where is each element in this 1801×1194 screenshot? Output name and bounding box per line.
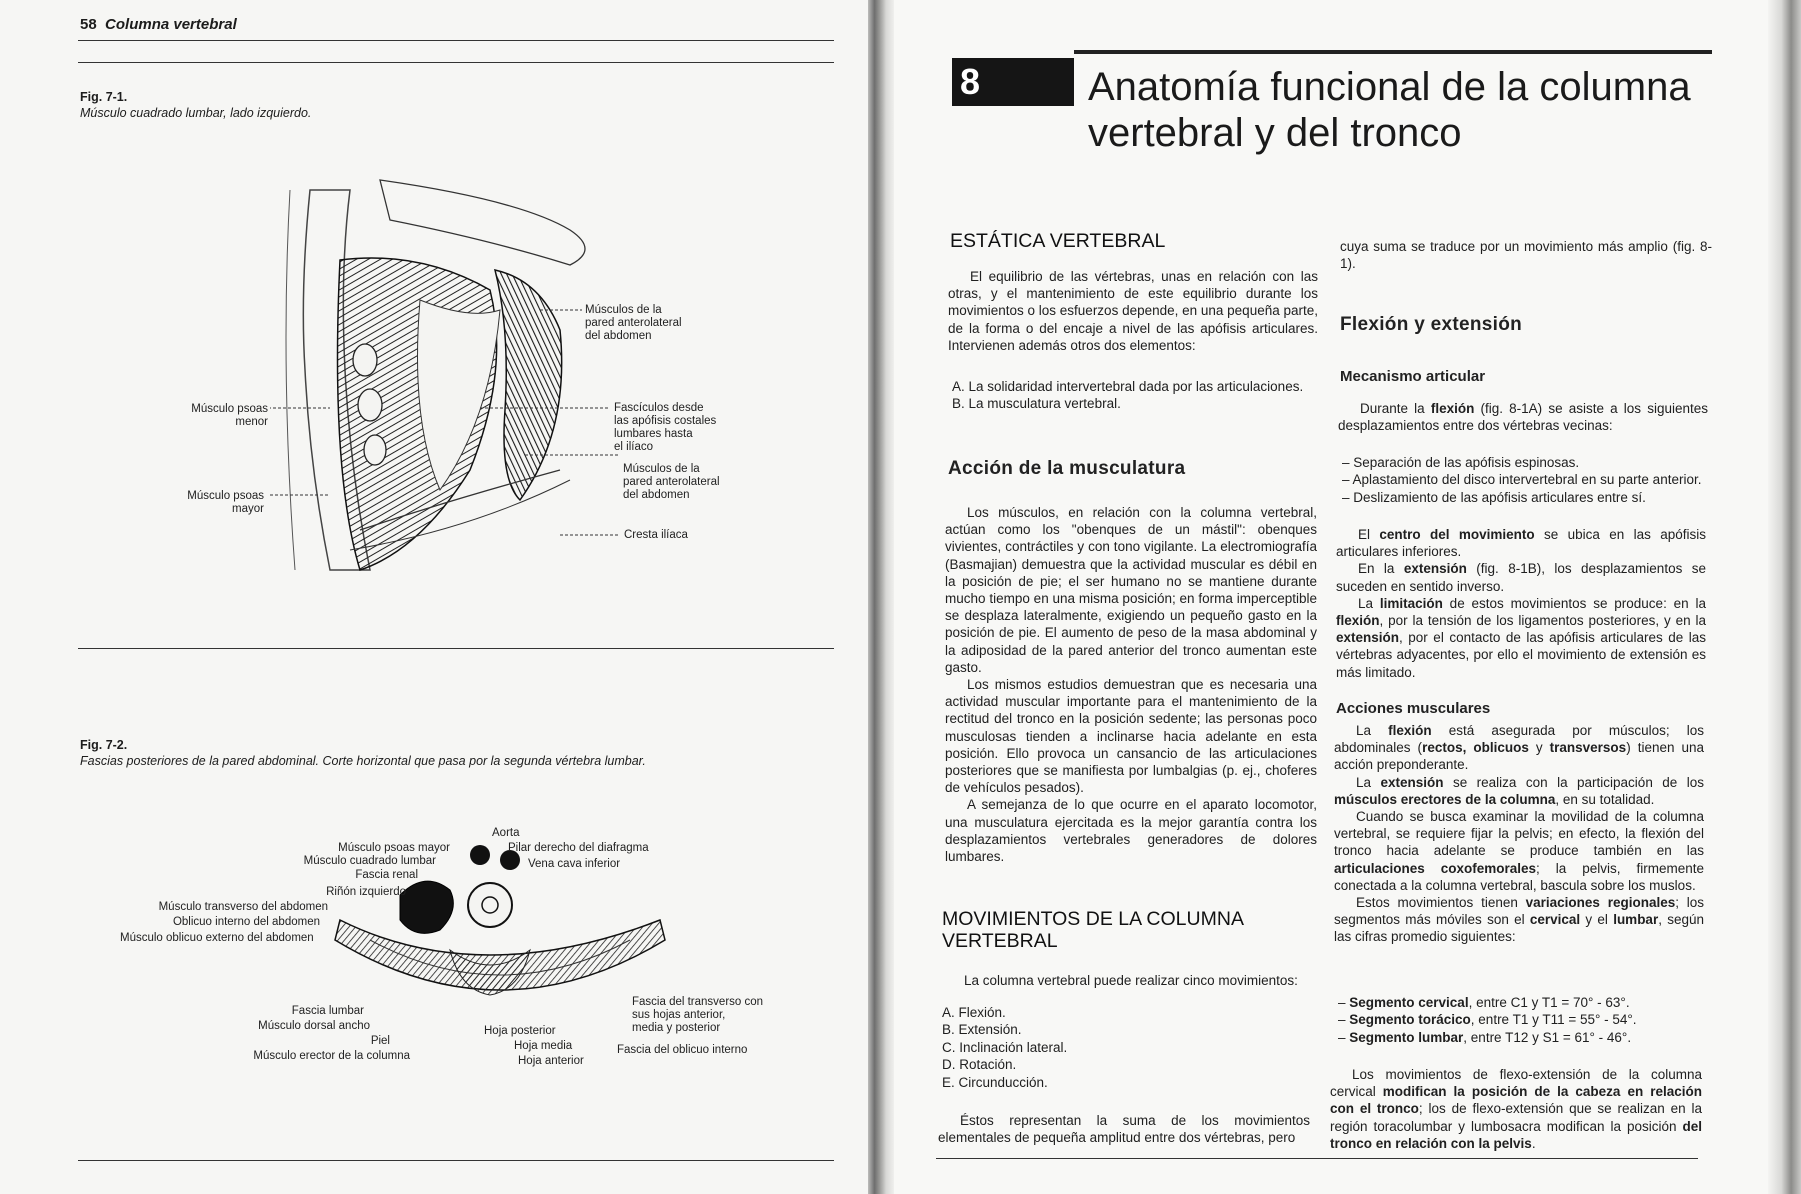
- list-item: – Segmento cervical, entre C1 y T1 = 70° - 63°.: [1338, 994, 1708, 1011]
- header-rule: [78, 40, 834, 41]
- fig2-label: Fig. 7-2.: [80, 738, 128, 752]
- para-accion: Los músculos, en relación con la columna vertebral, actúan como los "obenques de un mástil": obenques vivientes, contráctiles y con tono vigilante. La electromiografía (Basmajian) demuestra que la actividad muscular es débil en la posición de pie; el ser humano no se mantiene durante mucho tiempo en una misma posición; en forma imperceptible se desplaza lateralmente, exigiendo un pequeño gasto en la posición de pie. El aumento de peso de la masa abdominal y la adiposidad de la pared anterior del tronco aumentan este gasto. Los mismos estudios demuestran que es necesaria una actividad muscular importante para el mantenimiento de la rectitud del tronco en la posición sedente; las personas poco musculosas tienden a inclinarse hacia adelante en esta posición. Ello provoca un cansancio de las articulaciones posteriores que se manifiesta por lumbalgias (p. ej., choferes de vehículos pesados). A semejanza de lo que ocurre en el aparato locomotor, una musculatura ejercitada es la mejor garantía contra los desplazamientos vertebrales generadores de dolores lumbares.: [945, 505, 1317, 865]
- list-elements: [952, 378, 1322, 413]
- fig1-label-psoas-mayor: Músculo psoas mayor: [187, 490, 264, 515]
- para-cuya: cuya suma se traduce por un movimiento más amplio (fig. 8-1).: [1340, 239, 1712, 272]
- heading-movimientos: MOVIMIENTOS DE LA COLUMNA VERTEBRAL: [942, 908, 1244, 952]
- list-item: A. La solidaridad intervertebral dada por las articulaciones.: [952, 379, 1304, 394]
- list-item: – Aplastamiento del disco intervertebral en su parte anterior.: [1342, 471, 1714, 488]
- footer-rule: [78, 1160, 834, 1161]
- para-estatica: El equilibrio de las vértebras, unas en relación con las otras, y el mantenimiento de este equilibrio durante los movimientos o los esfuerzos depende, en una pequeña parte, de la forma o del encaje a nivel de las apófisis articulares. Intervienen además otros dos elementos:: [948, 269, 1318, 353]
- list-item: E. Circunducción.: [942, 1074, 1048, 1090]
- fig2-label-dorsal-ancho: Músculo dorsal ancho: [258, 1020, 370, 1032]
- para-movimientos: La columna vertebral puede realizar cinco movimientos:: [964, 973, 1298, 988]
- list-item: – Segmento lumbar, entre T12 y S1 = 61° - 46°.: [1338, 1029, 1708, 1046]
- fig1-label-cresta: Cresta ilíaca: [624, 529, 688, 541]
- list-desplazamientos: [1342, 454, 1714, 506]
- header-rule-2: [78, 62, 834, 63]
- fig2-caption: Fascias posteriores de la pared abdominal. Corte horizontal que pasa por la segunda vértebra lumbar.: [80, 754, 646, 768]
- fig2-label-rinon: Riñón izquierdo: [326, 886, 406, 898]
- list-item: – Deslizamiento de las apófisis articulares entre sí.: [1342, 489, 1714, 506]
- fig1-label: Fig. 7-1.: [80, 90, 128, 104]
- fig1-label-fasciculos: Fascículos desde las apófisis costales lumbares hasta el ilíaco: [614, 402, 717, 453]
- heading-mecanismo: Mecanismo articular: [1340, 368, 1486, 385]
- list-item: B. Extensión.: [942, 1022, 1022, 1038]
- list-item: D. Rotación.: [942, 1057, 1017, 1073]
- para-estos: Éstos representan la suma de los movimientos elementales de pequeña amplitud entre dos vértebras, pero: [938, 1113, 1310, 1146]
- heading-acciones: Acciones musculares: [1336, 700, 1491, 717]
- list-item: B. La musculatura vertebral.: [952, 396, 1121, 412]
- fig2-label-pilar: Pilar derecho del diafragma: [508, 842, 649, 854]
- fig2-label-oblicuo-interno: Oblicuo interno del abdomen: [172, 916, 320, 928]
- fig2-label-psoas: Músculo psoas mayor: [338, 842, 450, 854]
- fig2-label-erector: Músculo erector de la columna: [253, 1050, 410, 1062]
- fig2-label-transverso: Músculo transverso del abdomen: [158, 901, 328, 913]
- para-acciones: La flexión está asegurada por músculos; los abdominales (rectos, oblicuos y transversos) tienen una acción preponderante. La extensión se realiza con la participación de los músculos erectores de la columna, en su totalidad. Cuando se busca examinar la movilidad de la columna vertebral, se requiere fijar la pelvis; en efecto, la flexión del tronco hacia adelante se produce también en las articulaciones coxofemorales; la pelvis, firmemente conectada a la columna vertebral, bascula sobre los muslos. Estos movimientos tienen variaciones regionales; los segmentos más móviles son el cervical y el lumbar, según las cifras promedio siguientes:: [1334, 723, 1705, 945]
- fig2-label-oblicuo-externo: Músculo oblicuo externo del abdomen: [120, 932, 314, 944]
- fig1-leaders: [270, 170, 750, 580]
- fig2-label-hoja-media: Hoja media: [514, 1040, 573, 1052]
- fig2-label-fascia-transverso: Fascia del transverso con sus hojas anterior, media y posterior: [632, 996, 764, 1034]
- fig2-label-cuadrado: Músculo cuadrado lumbar: [303, 855, 436, 867]
- fig1-label-psoas-menor: Músculo psoas menor: [191, 403, 268, 428]
- heading-flexion: Flexión y extensión: [1340, 314, 1523, 335]
- heading-estatica: ESTÁTICA VERTEBRAL: [950, 230, 1166, 252]
- list-item: A. Flexión.: [942, 1005, 1006, 1020]
- fig-separator: [78, 648, 834, 649]
- page-edge: [1768, 0, 1801, 1194]
- page-number: 58: [80, 16, 97, 33]
- para-durante: Durante la flexión (fig. 8-1A) se asiste a los siguientes desplazamientos entre dos vértebras vecinas:: [1338, 401, 1708, 434]
- fig2-label-vena-cava: Vena cava inferior: [528, 858, 621, 870]
- fig2-label-piel: Piel: [370, 1035, 390, 1047]
- para-final: Los movimientos de flexo-extensión de la columna cervical modifican la posición de la cabeza en relación con el tronco; los de flexo-extensión que se realizan en la región toracolumbar y lumbosacra modifican la posición del tronco en relación con la pelvis.: [1330, 1067, 1702, 1151]
- fig2-label-fascia-lumbar: Fascia lumbar: [291, 1005, 364, 1017]
- chapter-rule: [1074, 50, 1712, 54]
- fig1-label-musculos-pared: Músculos de la pared anterolateral del abdomen: [585, 304, 682, 342]
- list-item: – Segmento torácico, entre T1 y T11 = 55° - 54°.: [1338, 1011, 1708, 1028]
- para-mecanismo: El centro del movimiento se ubica en las apófisis articulares inferiores. En la extensión (fig. 8-1B), los desplazamientos se suceden en sentido inverso. La limitación de estos movimientos se produce: en la flexión, por la tensión de los ligamentos posteriores, y en la extensión, por el contacto de las apófisis articulares de las vértebras adyacentes, por ello el movimiento de extensión es más limitado.: [1336, 527, 1706, 680]
- fig1-caption: Músculo cuadrado lumbar, lado izquierdo.: [80, 106, 312, 120]
- fig2-label-hoja-posterior: Hoja posterior: [484, 1025, 556, 1037]
- list-item: C. Inclinación lateral.: [942, 1039, 1068, 1055]
- fig2-label-aorta: Aorta: [492, 827, 520, 839]
- list-movimientos: [942, 1004, 1242, 1091]
- fig2-label-hoja-anterior: Hoja anterior: [518, 1055, 584, 1067]
- fig2-label-fascia-oblicuo: Fascia del oblicuo interno: [617, 1044, 748, 1056]
- running-title: Columna vertebral: [105, 16, 237, 33]
- fig2-label-fascia-renal: Fascia renal: [355, 869, 418, 881]
- chapter-title: Anatomía funcional de la columna vertebral y del tronco: [1088, 65, 1691, 155]
- list-segmentos: [1338, 994, 1708, 1046]
- book-gutter: [868, 0, 894, 1194]
- running-header: [80, 16, 237, 33]
- list-item: – Separación de las apófisis espinosas.: [1342, 454, 1714, 471]
- fig1-label-musculos-pared-b: Músculos de la pared anterolateral del abdomen: [623, 463, 720, 501]
- footer-rule-right: [936, 1158, 1698, 1159]
- heading-accion: Acción de la musculatura: [948, 458, 1186, 479]
- chapter-number: 8: [952, 58, 1074, 106]
